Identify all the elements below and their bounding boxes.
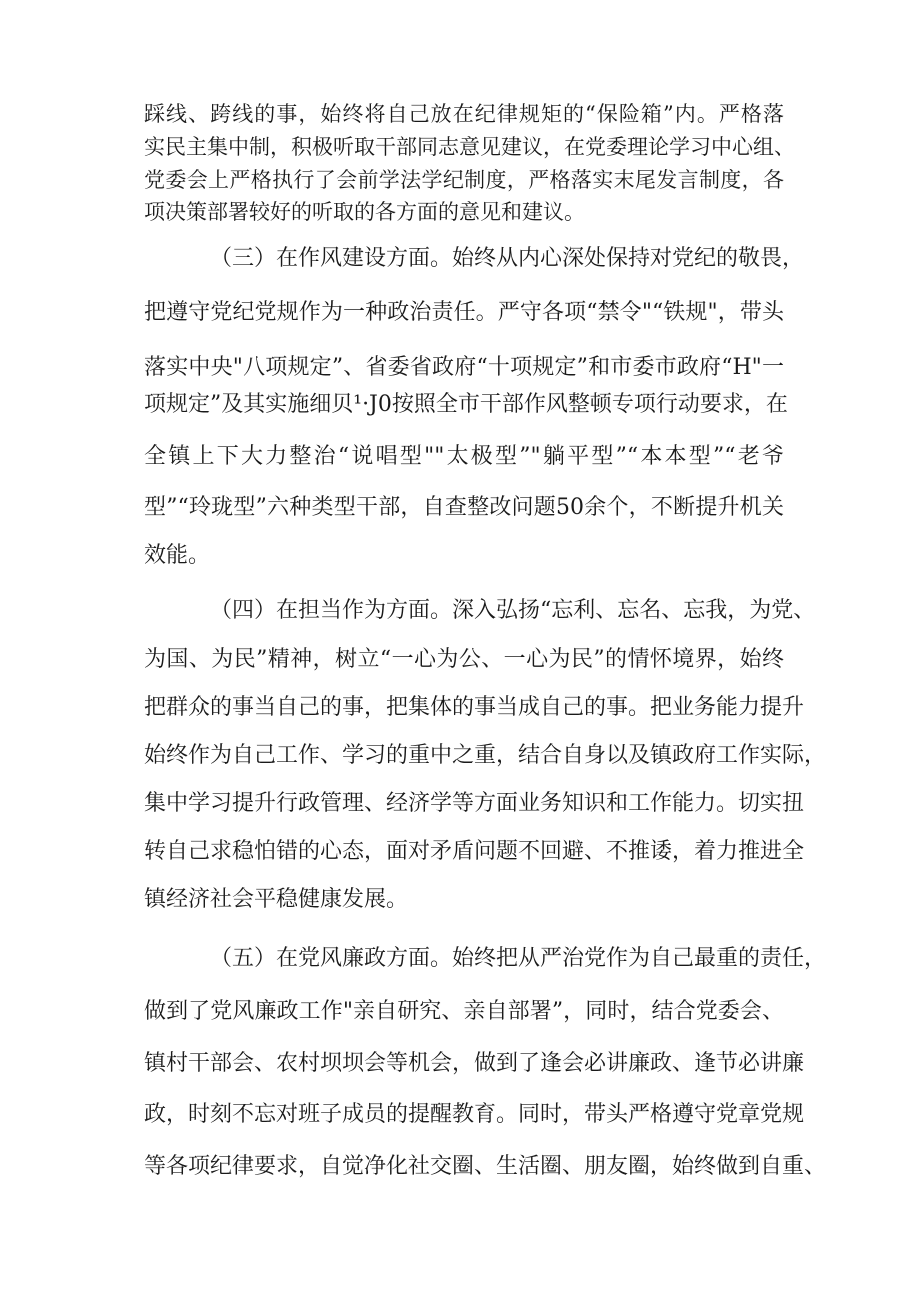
text-line: 镇村干部会、农村坝坝会等机会，做到了逢会必讲廉政、逢节必讲廉 bbox=[144, 1051, 805, 1076]
text-line: 做到了党风廉政工作"亲自研究、亲自部署”，同时，结合党委会、 bbox=[144, 999, 784, 1024]
text-line: 项决策部署较好的听取的各方面的意见和建议。 bbox=[144, 200, 585, 224]
text-line: 实民主集中制，积极听取干部同志意见建议，在党委理论学习中心组、 bbox=[144, 135, 795, 159]
text-line: 型”“玲珑型”六种类型干部，自查整改问题50余个，不断提升机关 bbox=[144, 495, 784, 520]
text-line: 党委会上严格执行了会前学法学纪制度，严格落实末尾发言制度，各 bbox=[144, 168, 784, 192]
text-line: 项规定”及其实施细贝¹·J0按照全市干部作风整顿专项行动要求，在 bbox=[144, 392, 788, 417]
text-line: 为国、为民”精神，树立“一心为公、一心为民”的情怀境界，始终 bbox=[144, 647, 784, 672]
text-line: 始终作为自己工作、学习的重中之重，结合自身以及镇政府工作实际， bbox=[144, 743, 827, 768]
text-line: 集中学习提升行政管理、经济学等方面业务知识和工作能力。切实扭 bbox=[144, 791, 805, 816]
text-line: （五）在党风廉政方面。始终把从严治党作为自己最重的责任， bbox=[210, 946, 827, 971]
text-line: （四）在担当作为方面。深入弘扬“忘利、忘名、忘我，为党、 bbox=[210, 598, 816, 623]
text-line: 全镇上下大力整治“说唱型""太极型”"躺平型”“本本型”“老爷 bbox=[144, 444, 784, 469]
text-line: 转自己求稳怕错的心态，面对矛盾问题不回避、不推诿，着力推进全 bbox=[144, 839, 805, 864]
text-line: 把群众的事当自己的事，把集体的事当成自己的事。把业务能力提升 bbox=[144, 695, 805, 720]
text-line: 等各项纪律要求，自觉净化社交圈、生活圈、朋友圈，始终做到自重、 bbox=[144, 1154, 827, 1179]
text-line: 政，时刻不忘对班子成员的提醒教育。同时，带头严格遵守党章党规 bbox=[144, 1102, 805, 1127]
text-line: 把遵守党纪党规作为一种政治责任。严守各项“禁令"“铁规"，带头 bbox=[144, 300, 784, 325]
text-line: 效能。 bbox=[144, 543, 211, 568]
text-line: 落实中央"八项规定”、省委省政府“十项规定”和市委市政府“H"一 bbox=[144, 355, 784, 380]
text-line: 镇经济社会平稳健康发展。 bbox=[144, 887, 409, 912]
text-line: 踩线、跨线的事，始终将自己放在纪律规矩的“保险箱”内。严格落 bbox=[144, 102, 784, 126]
text-line: （三）在作风建设方面。始终从内心深处保持对党纪的敬畏， bbox=[210, 246, 805, 271]
